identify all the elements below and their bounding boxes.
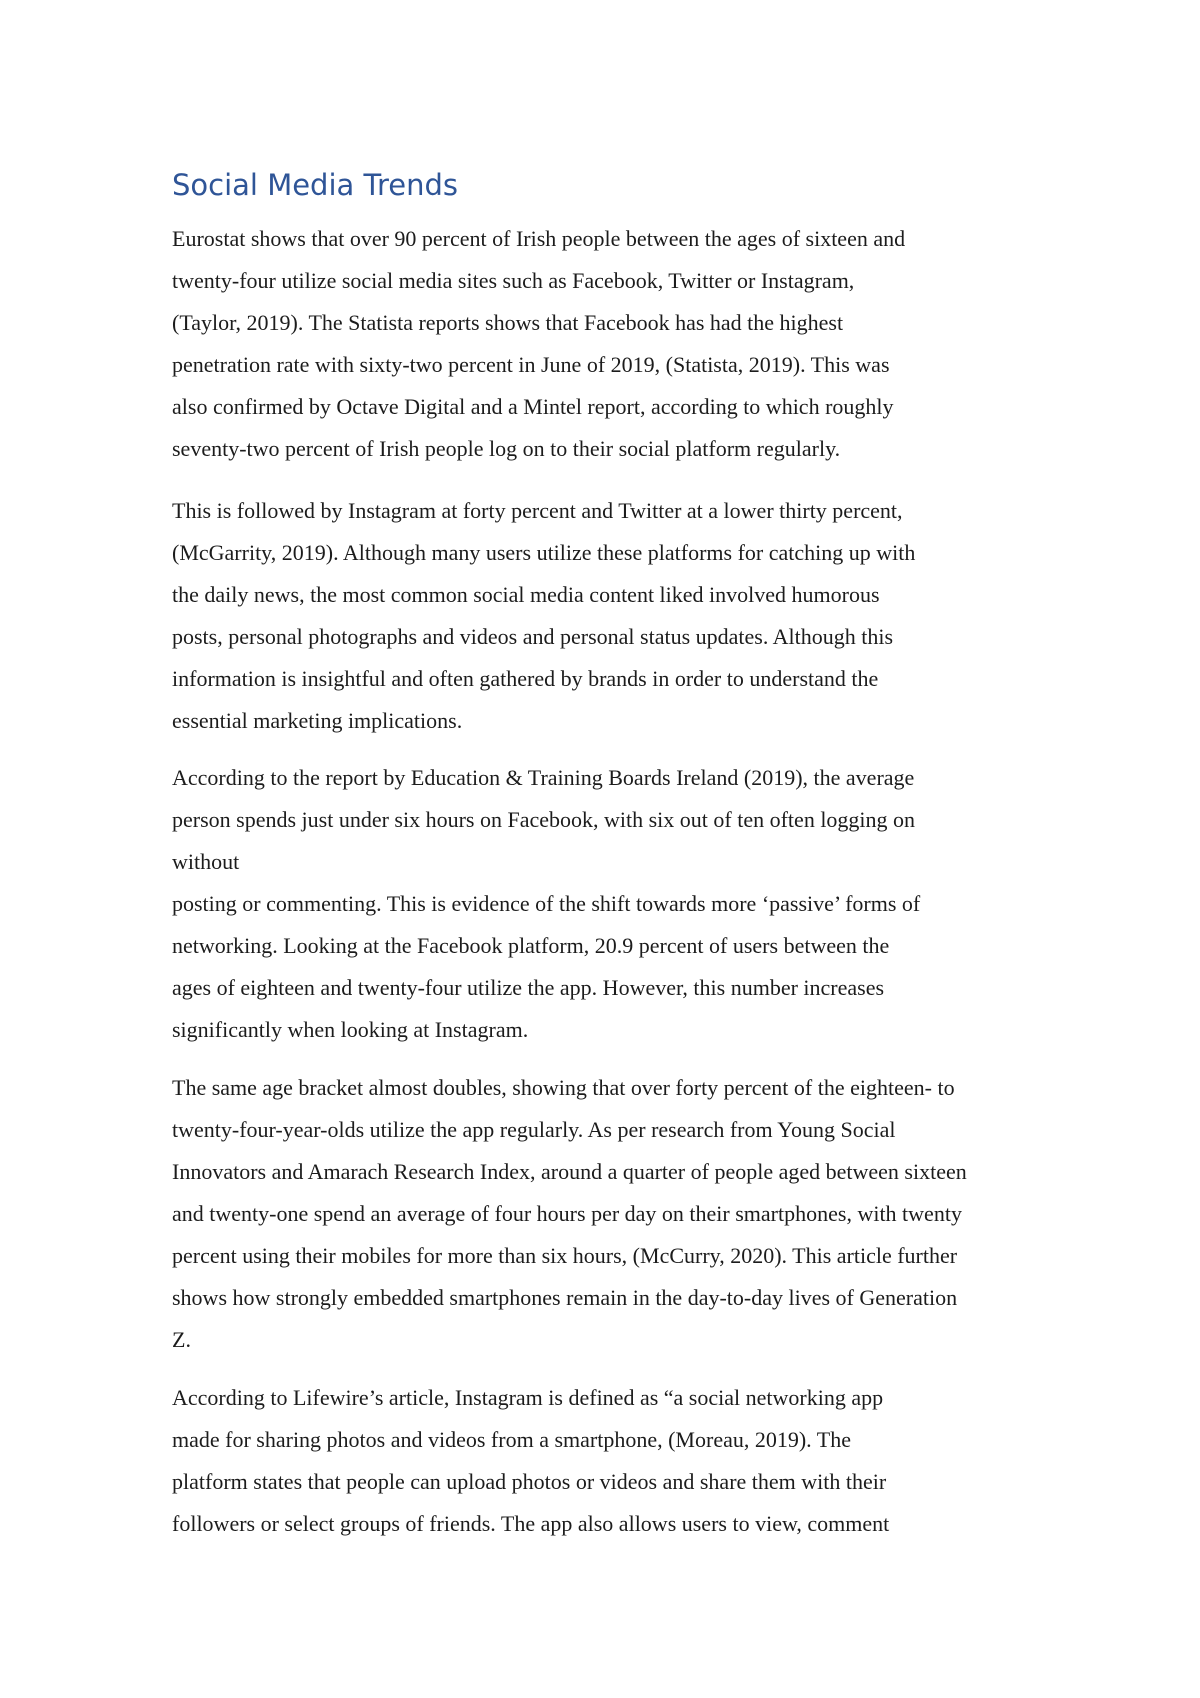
text-line: The same age bracket almost doubles, showing that over forty percent of the eighteen- to bbox=[172, 1075, 955, 1100]
text-line: (Taylor, 2019). The Statista reports shows that Facebook has had the highest bbox=[172, 310, 844, 335]
text-line: seventy-two percent of Irish people log on to their social platform regularly. bbox=[172, 436, 841, 461]
paragraph bbox=[172, 757, 1052, 1051]
text-line: Z. bbox=[172, 1327, 191, 1352]
paragraph bbox=[172, 490, 1052, 742]
paragraph bbox=[172, 218, 1052, 470]
text-line: posting or commenting. This is evidence of the shift towards more ‘passive’ forms of bbox=[172, 891, 921, 916]
text-line: significantly when looking at Instagram. bbox=[172, 1017, 529, 1042]
text-line: posts, personal photographs and videos and personal status updates. Although this bbox=[172, 624, 894, 649]
text-line: (McGarrity, 2019). Although many users utilize these platforms for catching up with bbox=[172, 540, 916, 565]
text-line: According to the report by Education & Training Boards Ireland (2019), the average bbox=[172, 765, 915, 790]
text-line: networking. Looking at the Facebook platform, 20.9 percent of users between the bbox=[172, 933, 890, 958]
text-line: without bbox=[172, 849, 240, 874]
text-line: also confirmed by Octave Digital and a Mintel report, according to which roughly bbox=[172, 394, 894, 419]
text-line: percent using their mobiles for more than six hours, (McCurry, 2020). This article further bbox=[172, 1243, 958, 1268]
text-line: According to Lifewire’s article, Instagram is defined as “a social networking app bbox=[172, 1385, 884, 1410]
text-line: shows how strongly embedded smartphones remain in the day-to-day lives of Generation bbox=[172, 1285, 958, 1310]
text-line: penetration rate with sixty-two percent in June of 2019, (Statista, 2019). This was bbox=[172, 352, 890, 377]
text-line: Innovators and Amarach Research Index, around a quarter of people aged between sixteen bbox=[172, 1159, 967, 1184]
paragraph bbox=[172, 1067, 1052, 1361]
text-line: Eurostat shows that over 90 percent of Irish people between the ages of sixteen and bbox=[172, 226, 906, 251]
text-line: information is insightful and often gathered by brands in order to understand the bbox=[172, 666, 879, 691]
text-line: essential marketing implications. bbox=[172, 708, 463, 733]
text-line: the daily news, the most common social media content liked involved humorous bbox=[172, 582, 880, 607]
text-line: platform states that people can upload photos or videos and share them with their bbox=[172, 1469, 887, 1494]
text-line: ages of eighteen and twenty-four utilize the app. However, this number increases bbox=[172, 975, 885, 1000]
text-line: twenty-four-year-olds utilize the app regularly. As per research from Young Social bbox=[172, 1117, 896, 1142]
text-line: followers or select groups of friends. The app also allows users to view, comment bbox=[172, 1511, 890, 1536]
section-heading: Social Media Trends bbox=[172, 168, 458, 202]
text-line: person spends just under six hours on Facebook, with six out of ten often logging on bbox=[172, 807, 916, 832]
text-line: twenty-four utilize social media sites such as Facebook, Twitter or Instagram, bbox=[172, 268, 855, 293]
paragraph bbox=[172, 1377, 1052, 1545]
text-line: This is followed by Instagram at forty percent and Twitter at a lower thirty percent, bbox=[172, 498, 903, 523]
text-line: made for sharing photos and videos from a smartphone, (Moreau, 2019). The bbox=[172, 1427, 851, 1452]
text-line: and twenty-one spend an average of four hours per day on their smartphones, with twenty bbox=[172, 1201, 962, 1226]
